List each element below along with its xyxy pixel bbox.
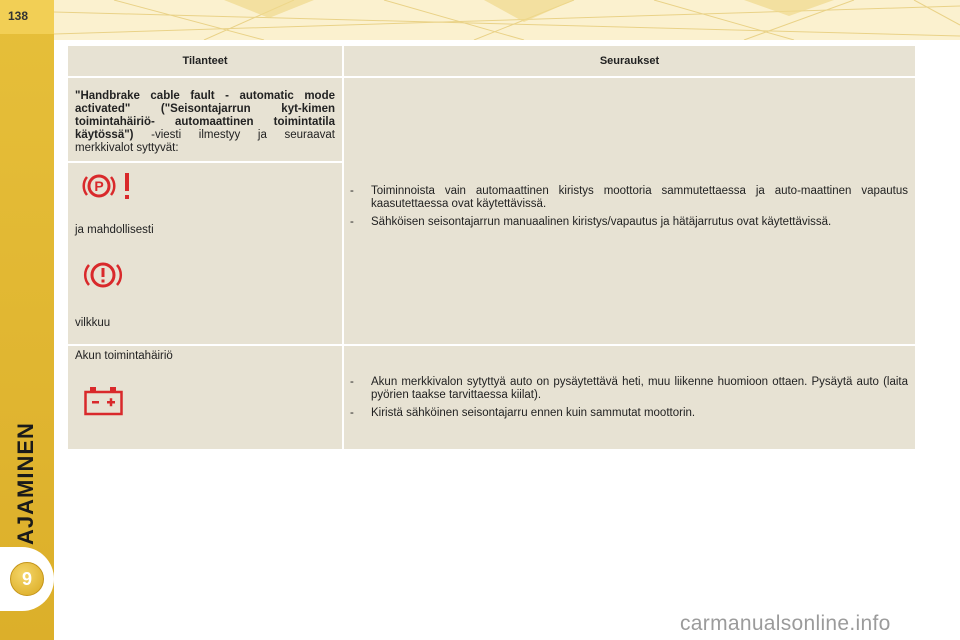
parking-brake-fault-warning-icon xyxy=(82,171,134,206)
list-item xyxy=(350,376,908,402)
message-bold: Handbrake cable fault - automatic mode activated" ("Seisontajarrun kyt-kimen toimintahäiriö- automaattinen toimintatila käytössä") xyxy=(75,90,335,141)
table-header-row xyxy=(68,46,915,76)
handbrake-consequences-list xyxy=(350,185,908,234)
chapter-title: AJAMINEN xyxy=(13,422,38,545)
consequence-text: Toiminnoista vain automaattinen kiristys moottoria sammutettaessa ja auto-maattinen vapautus kaasutettaessa ovat käytettävissä. xyxy=(371,185,908,210)
consequence-text: Sähköisen seisontajarrun manuaalinen kiristys/vapautus ja hätäjarrutus ovat käytettävissä. xyxy=(371,216,832,228)
list-dash: - xyxy=(350,376,354,388)
list-item xyxy=(350,185,908,211)
row-divider xyxy=(68,344,915,346)
brake-warning-icon xyxy=(82,259,124,296)
battery-consequences-list xyxy=(350,376,908,425)
header-consequences: Seuraukset xyxy=(599,55,660,67)
watermark: carmanualsonline.info xyxy=(680,612,891,635)
svg-text:P: P xyxy=(94,178,104,194)
flashing-label: vilkkuu xyxy=(75,317,111,329)
list-dash: - xyxy=(350,216,354,228)
message-quote: " xyxy=(75,90,81,102)
battery-warning-icon xyxy=(84,386,124,421)
header-divider xyxy=(68,76,915,78)
handbrake-fault-message xyxy=(75,90,335,155)
and-possibly-label: ja mahdollisesti xyxy=(75,224,154,236)
list-item xyxy=(350,407,908,420)
decorative-header-band xyxy=(54,0,960,40)
subcell-divider xyxy=(68,161,342,163)
consequence-text: Akun merkkivalon sytyttyä auto on pysäytettävä heti, muu liikenne huomioon ottaen. Pysäytä auto (laita pyörien taakse tarvittaessa kiilat). xyxy=(371,376,908,401)
page-number: 138 xyxy=(0,0,54,34)
column-divider xyxy=(342,46,344,449)
list-dash: - xyxy=(350,407,354,419)
chapter-number-badge: 9 xyxy=(10,562,44,596)
message-rest: -viesti ilmestyy ja seuraavat merkkivalot syttyvät: xyxy=(75,129,335,154)
consequence-text: Kiristä sähköinen seisontajarru ennen kuin sammutat moottorin. xyxy=(371,407,696,419)
list-item xyxy=(350,216,908,229)
list-dash: - xyxy=(350,185,354,197)
battery-fault-label: Akun toimintahäiriö xyxy=(75,350,173,362)
header-situations: Tilanteet xyxy=(182,55,228,67)
warning-table xyxy=(68,46,915,449)
